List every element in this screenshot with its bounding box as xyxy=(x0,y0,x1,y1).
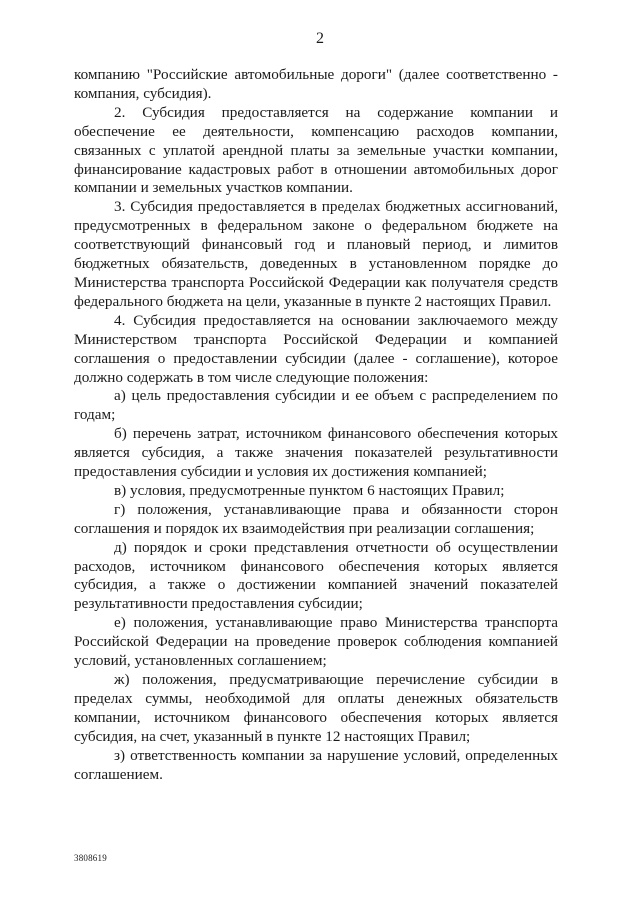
paragraph-item-4: 4. Субсидия предоставляется на основании заключаемого между Министерством транспорта Российской Федерации и компанией соглашения о предоставлении субсидии (далее - соглашение), которое должно содержать в том числе следующие положения: xyxy=(74,311,558,386)
page-number: 2 xyxy=(316,30,324,47)
subitem-e: е) положения, устанавливающие право Министерства транспорта Российской Федерации на проведение проверок соблюдения компанией условий, установленных соглашением; xyxy=(74,614,558,670)
subitem-a: а) цель предоставления субсидии и ее объем с распределением по годам; xyxy=(74,387,558,424)
subitem-b: б) перечень затрат, источником финансового обеспечения которых является субсидия, а также значения показателей результативности предоставления субсидии и условия их достижения компанией; xyxy=(74,425,558,481)
document-code: 3808619 xyxy=(74,853,107,863)
subitem-g: г) положения, устанавливающие права и обязанности сторон соглашения и порядок их взаимодействия при реализации соглашения; xyxy=(74,500,558,537)
paragraph-continuation: компанию "Российские автомобильные дороги" (далее соответственно - компания, субсидия). xyxy=(74,66,558,102)
document-body xyxy=(74,66,558,784)
subitem-d: д) порядок и сроки представления отчетности об осуществлении расходов, источником финансового обеспечения которых является субсидия, а также о достижении компанией значений показателей результативности предоставления субсидии; xyxy=(74,538,558,613)
subitem-v: в) условия, предусмотренные пунктом 6 настоящих Правил; xyxy=(114,481,505,499)
paragraph-item-2: 2. Субсидия предоставляется на содержание компании и обеспечение ее деятельности, компенсацию расходов компании, связанных с уплатой арендной платы за земельные участки компании, финансирование кадастровых работ в отношении автомобильных дорог компании и земельных участков компании. xyxy=(74,103,558,197)
subitem-z: з) ответственность компании за нарушение условий, определенных соглашением. xyxy=(74,746,558,783)
subitem-zh: ж) положения, предусматривающие перечисление субсидии в пределах суммы, необходимой для оплаты денежных обязательств компании, источником финансового обеспечения которых является субсидия, на счет, указанный в пункте 12 настоящих Правил; xyxy=(74,671,558,745)
paragraph-item-3: 3. Субсидия предоставляется в пределах бюджетных ассигнований, предусмотренных в федеральном законе о федеральном бюджете на соответствующий финансовый год и плановый период, и лимитов бюджетных обязательств, доведенных в установленном порядке до Министерства транспорта Российской Федерации как получателя средств федерального бюджета на цели, указанные в пункте 2 настоящих Правил. xyxy=(74,198,558,310)
